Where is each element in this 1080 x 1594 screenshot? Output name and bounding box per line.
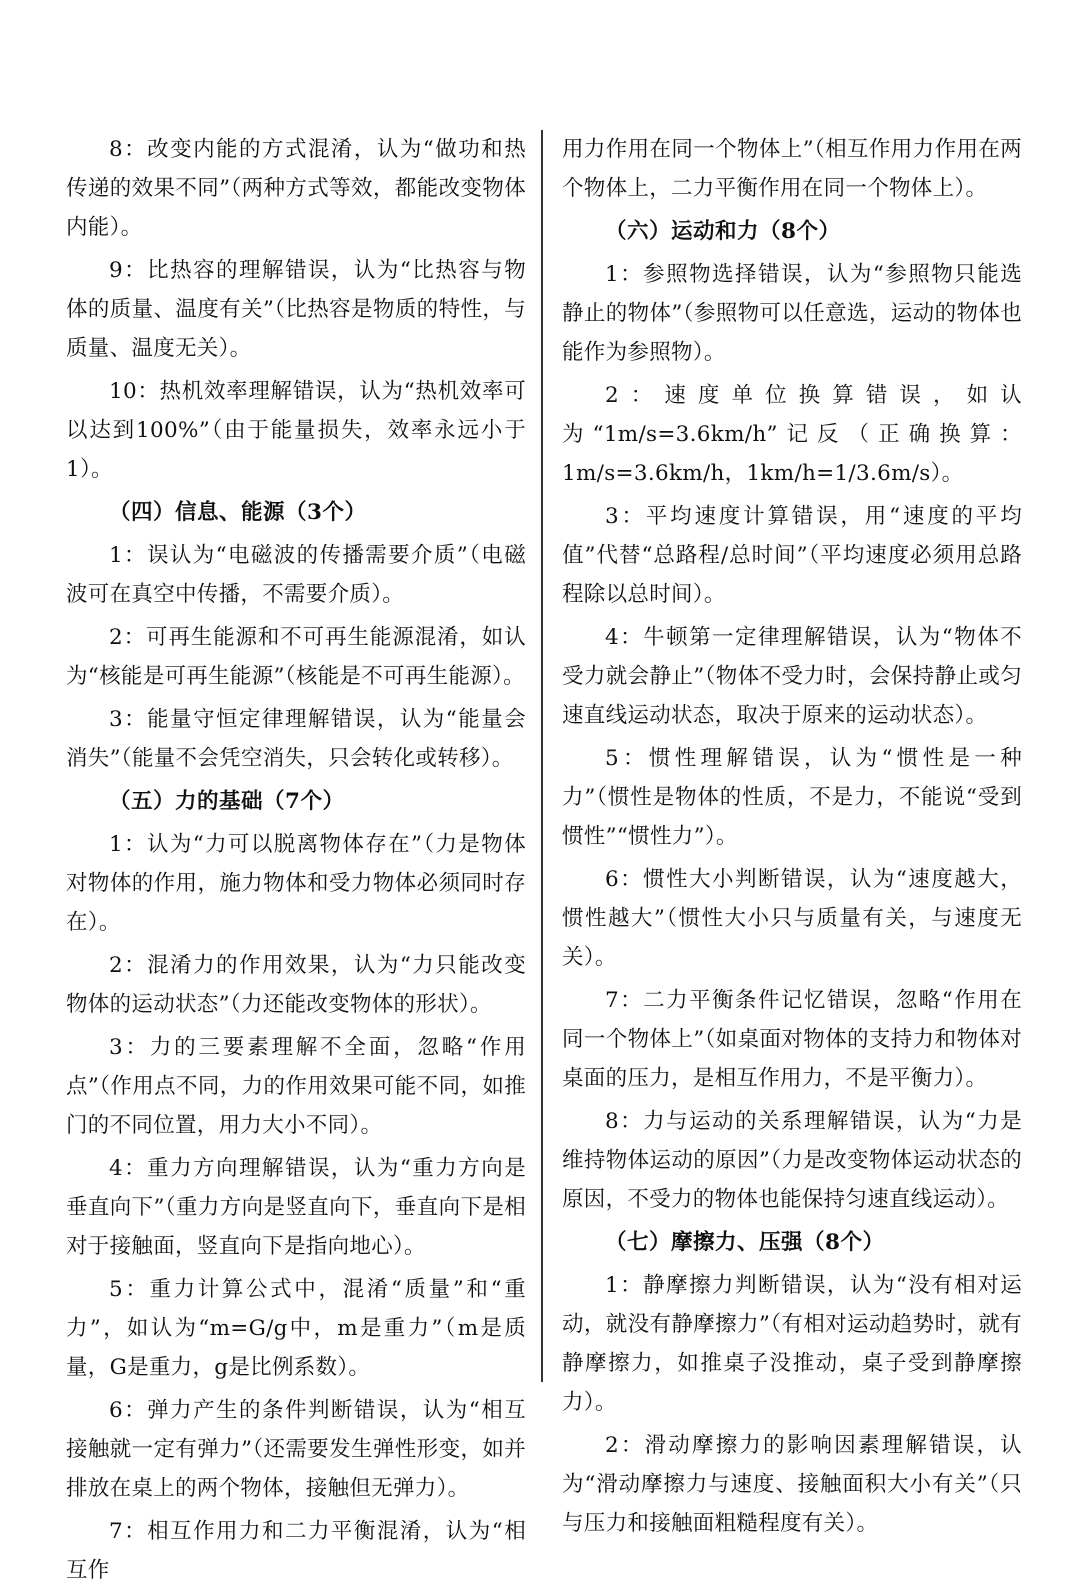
list-item: 3：能量守恒定律理解错误，认为“能量会消失”（能量不会凭空消失，只会转化或转移）。: [66, 707, 526, 771]
list-item: 3：力的三要素理解不全面，忽略“作用点”（作用点不同，力的作用效果可能不同，如推门的不同位置，用力大小不同）。: [66, 1035, 526, 1138]
list-item: 1：参照物选择错误，认为“参照物只能选静止的物体”（参照物可以任意选，运动的物体也能作为参照物）。: [562, 262, 1022, 365]
list-item: 9：比热容的理解错误，认为“比热容与物体的质量、温度有关”（比热容是物质的特性，与质量、温度无关）。: [66, 258, 526, 361]
list-item: 2：速度单位换算错误，如认为“1m/s=3.6km/h”记反（正确换算：1m/s=3.6km/h，1km/h=1/3.6m/s）。: [562, 383, 1022, 486]
list-item: 10：热机效率理解错误，认为“热机效率可以达到100%”（由于能量损失，效率永远小于1）。: [66, 379, 526, 482]
list-item: 3：平均速度计算错误，用“速度的平均值”代替“总路程/总时间”（平均速度必须用总路程除以总时间）。: [562, 504, 1022, 607]
list-item: 6：弹力产生的条件判断错误，认为“相互接触就一定有弹力”（还需要发生弹性形变，如并排放在桌上的两个物体，接触但无弹力）。: [66, 1398, 526, 1501]
section-heading: （四）信息、能源（3个）: [109, 500, 367, 525]
list-item: 1：误认为“电磁波的传播需要介质”（电磁波可在真空中传播，不需要介质）。: [66, 543, 526, 607]
list-item: 4：牛顿第一定律理解错误，认为“物体不受力就会静止”（物体不受力时，会保持静止或匀速直线运动状态，取决于原来的运动状态）。: [562, 625, 1022, 728]
column-divider: [541, 130, 543, 1382]
list-item: 5：惯性理解错误，认为“惯性是一种力”（惯性是物体的性质，不是力，不能说“受到惯性”“惯性力”）。: [562, 746, 1022, 849]
list-item: 2：可再生能源和不可再生能源混淆，如认为“核能是可再生能源”（核能是不可再生能源）。: [66, 625, 526, 689]
list-item: 1：静摩擦力判断错误，认为“没有相对运动，就没有静摩擦力”（有相对运动趋势时，就有静摩擦力，如推桌子没推动，桌子受到静摩擦力）。: [562, 1273, 1022, 1415]
list-item: 7：相互作用力和二力平衡混淆，认为“相互作: [66, 1519, 526, 1583]
right-column: [562, 130, 1022, 1547]
section-heading: （五）力的基础（7个）: [109, 789, 345, 814]
list-item: 8：力与运动的关系理解错误，认为“力是维持物体运动的原因”（力是改变物体运动状态的原因，不受力的物体也能保持匀速直线运动）。: [562, 1109, 1022, 1212]
list-item-continuation: 用力作用在同一个物体上”（相互作用力作用在两个物体上，二力平衡作用在同一个物体上）。: [562, 137, 1022, 201]
section-heading: （七）摩擦力、压强（8个）: [605, 1230, 885, 1255]
list-item: 2：滑动摩擦力的影响因素理解错误，认为“滑动摩擦力与速度、接触面积大小有关”（只与压力和接触面粗糙程度有关）。: [562, 1433, 1022, 1536]
list-item: 8：改变内能的方式混淆，认为“做功和热传递的效果不同”（两种方式等效，都能改变物体内能）。: [66, 137, 526, 240]
list-item: 4：重力方向理解错误，认为“重力方向是垂直向下”（重力方向是竖直向下，垂直向下是相对于接触面，竖直向下是指向地心）。: [66, 1156, 526, 1259]
list-item: 2：混淆力的作用效果，认为“力只能改变物体的运动状态”（力还能改变物体的形状）。: [66, 953, 526, 1017]
section-heading: （六）运动和力（8个）: [605, 219, 841, 244]
list-item: 5：重力计算公式中，混淆“质量”和“重力”，如认为“m=G/g中，m是重力”（m是质量，G是重力，g是比例系数）。: [66, 1277, 526, 1380]
left-column: [66, 130, 526, 1594]
list-item: 6：惯性大小判断错误，认为“速度越大，惯性越大”（惯性大小只与质量有关，与速度无关）。: [562, 867, 1022, 970]
list-item: 7：二力平衡条件记忆错误，忽略“作用在同一个物体上”（如桌面对物体的支持力和物体对桌面的压力，是相互作用力，不是平衡力）。: [562, 988, 1022, 1091]
list-item: 1：认为“力可以脱离物体存在”（力是物体对物体的作用，施力物体和受力物体必须同时存在）。: [66, 832, 526, 935]
